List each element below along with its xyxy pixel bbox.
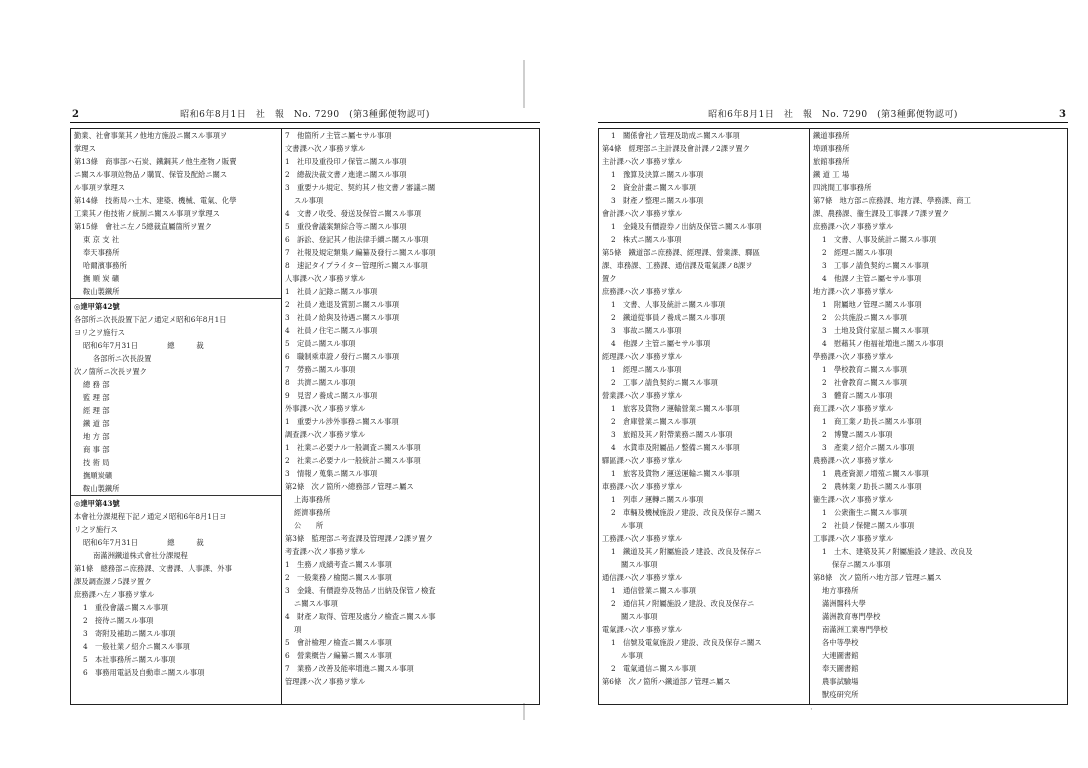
- text-line: 第13條 商事部ハ石炭、鐵鋼其ノ他生產物ノ販賣: [74, 157, 237, 166]
- text-line: 2 車輛及機械施設ノ建設、改良及保存ニ關ス: [611, 508, 762, 517]
- text-line: 會計課ハ次ノ事務ヲ掌ル: [602, 209, 683, 218]
- text-line: 置ク: [602, 274, 617, 283]
- text-line: 2 鐵道從事員ノ養成ニ關スル事項: [611, 313, 726, 322]
- text-line: ニ關スル事項: [294, 599, 338, 608]
- text-line: 3 金錢、有價證券及物品ノ出納及保管ノ檢査: [285, 586, 436, 595]
- text-line: 2 通信其ノ附屬施設ノ建設、改良及保存ニ: [611, 599, 755, 608]
- text-line: 人事課ハ次ノ事務ヲ掌ル: [285, 274, 366, 283]
- text-line: 鐵 道 工 場: [813, 170, 850, 179]
- text-line: 2 株式ニ關スル事項: [611, 235, 682, 244]
- text-line: 撫 順 炭 礦: [83, 274, 120, 283]
- text-line: 1 公衆衞生ニ關スル事項: [822, 508, 907, 517]
- text-line: 本會社分課規程下記ノ通定メ昭和6年8月1日ヨ: [74, 512, 227, 521]
- text-line: 1 學校教育ニ關スル事項: [822, 365, 907, 374]
- text-line: 1 附屬地ノ管理ニ關スル事項: [822, 300, 922, 309]
- text-line: 1 鐵道及其ノ附屬施設ノ建設、改良及保存ニ: [611, 547, 762, 556]
- text-frame: [70, 128, 540, 705]
- text-line: 1 農產資源ノ増殖ニ關スル事項: [822, 469, 929, 478]
- text-line: 鐵 道 部: [83, 419, 110, 428]
- text-line: 各部所ニ次長設置下記ノ通定メ昭和6年8月1日: [74, 315, 227, 324]
- text-line: 四洮間工事事務所: [813, 183, 872, 192]
- text-line: 2 倉庫營業ニ關スル事項: [611, 417, 696, 426]
- text-line: 1 金錢及有價證券ノ出納及保管ニ關スル事項: [611, 222, 762, 231]
- text-line: 第6條 次ノ箇所ハ鐵道部ノ管理ニ屬ス: [602, 677, 731, 686]
- text-line: 3 寄附及補助ニ關スル事項: [83, 629, 176, 638]
- text-line: 2 社員ノ進退及賞罰ニ關スル事項: [285, 300, 400, 309]
- text-line: 1 旅客及貨物ノ運輸營業ニ關スル事項: [611, 404, 740, 413]
- text-line: 6 事務用電話及自動車ニ關スル事項: [83, 668, 205, 677]
- text-line: 工業其ノ他技術ノ統制ニ關スル事項ヲ掌理ス: [74, 209, 220, 218]
- text-line: 農事試驗場: [822, 677, 859, 686]
- text-column-right: [282, 129, 539, 704]
- text-line: 6 職制乘車證ノ發行ニ關スル事項: [285, 352, 400, 361]
- text-line: 1 重役會議ニ關スル事項: [83, 603, 168, 612]
- text-line: 農務課ハ次ノ事務ヲ掌ル: [813, 456, 894, 465]
- text-line: 管理課ハ次ノ事務ヲ掌ル: [285, 677, 366, 686]
- text-line: 1 社印及重役印ノ保管ニ關スル事項: [285, 157, 407, 166]
- text-line: 第3條 監理部ニ考査課及管理課ノ2課ヲ置ク: [285, 534, 433, 543]
- text-line: ニ關スル事項竝物品ノ購買、保管及配給ニ關ス: [74, 170, 228, 179]
- text-line: 5 定員ニ關スル事項: [285, 339, 356, 348]
- text-line: 2 電氣通信ニ關スル事項: [611, 664, 696, 673]
- text-line: 課及調查課ノ5課ヲ置ク: [74, 577, 152, 586]
- text-line: 4 水貨車及附屬品ノ整備ニ關スル事項: [611, 443, 740, 452]
- text-line: 哈爾濱事務所: [83, 261, 127, 270]
- text-line: 2 總裁決裁文書ノ進達ニ關スル事項: [285, 170, 407, 179]
- text-line: 鞍山製鐵所: [71, 482, 281, 496]
- text-column-left: [599, 129, 810, 704]
- text-line: 2 社業ニ必要ナル一般統計ニ關スル事項: [285, 456, 421, 465]
- text-line: 掌理ス: [74, 144, 96, 153]
- text-line: 勤業、社會事業其ノ他地方施設ニ關スル事項ヲ: [74, 131, 228, 140]
- text-line: 5 本社事務所ニ關スル事項: [83, 655, 176, 664]
- text-frame: [598, 128, 1068, 705]
- text-line: 8 共濟ニ關スル事項: [285, 378, 356, 387]
- text-line: 1 關係會社ノ管理及助成ニ關スル事項: [611, 131, 740, 140]
- text-line: 南滿洲工業專門學校: [822, 625, 888, 634]
- text-line: 1 商工業ノ助長ニ關スル事項: [822, 417, 922, 426]
- text-line: 項: [294, 625, 302, 634]
- text-line: 4 一般社業ノ紹介ニ關スル事項: [83, 642, 190, 651]
- text-line: 4 社員ノ住宅ニ關スル事項: [285, 326, 378, 335]
- text-line: 2 博覽ニ關スル事項: [822, 430, 893, 439]
- text-line: 文書課ハ次ノ事務ヲ掌ル: [285, 144, 366, 153]
- text-line: 鐵道事務所: [813, 131, 850, 140]
- text-line: 3 社員ノ給與及待遇ニ關スル事項: [285, 313, 400, 322]
- margin-mark: ·: [810, 705, 813, 715]
- text-line: 昭和6年7月31日 總 裁: [83, 538, 204, 547]
- text-line: 第1條 總務部ニ庶務課、文書課、人事課、外事: [74, 564, 232, 573]
- text-line: 3 體育ニ關スル事項: [822, 391, 893, 400]
- page-number: 2: [72, 109, 79, 120]
- text-line: 公 所: [294, 521, 324, 530]
- text-line: 9 見習ノ養成ニ關スル事項: [285, 391, 378, 400]
- text-line: 上海事務所: [294, 495, 331, 504]
- text-line: 經 理 部: [83, 406, 110, 415]
- text-line: 關スル事項: [621, 612, 658, 621]
- text-line: ◎達甲第42號: [74, 302, 120, 311]
- text-line: 保存ニ關スル事項: [832, 560, 891, 569]
- left-page: [70, 108, 540, 703]
- text-line: 3 財產ノ整理ニ關スル事項: [611, 196, 704, 205]
- text-line: 地方課ハ次ノ事務ヲ掌ル: [813, 287, 894, 296]
- text-line: 各部所ニ次長設置: [93, 354, 152, 363]
- text-line: 滿洲醫科大學: [822, 599, 866, 608]
- text-line: 6 營業概告ノ編纂ニ關スル事項: [285, 651, 392, 660]
- text-line: 1 豫算及決算ニ關スル事項: [611, 170, 704, 179]
- text-column-right: [810, 129, 1067, 704]
- text-line: 3 工事ノ請負契約ニ關スル事項: [822, 261, 929, 270]
- text-line: 1 信號及電氣施設ノ建設、改良及保存ニ關ス: [611, 638, 762, 647]
- text-column-left: [71, 129, 282, 704]
- text-line: 學務課ハ次ノ事務ヲ掌ル: [813, 352, 894, 361]
- text-line: 調查課ハ次ノ事務ヲ掌ル: [285, 430, 366, 439]
- text-line: 第4條 經理部ニ主計課及會計課ノ2課ヲ置ク: [602, 144, 750, 153]
- text-line: 1 土木、建築及其ノ附屬施設ノ建設、改良及: [822, 547, 973, 556]
- text-line: 車務課ハ次ノ事務ヲ掌ル: [602, 482, 683, 491]
- text-line: 南滿洲鐵道株式會社分課規程: [93, 551, 188, 560]
- text-line: 考査課ハ次ノ事務ヲ掌ル: [285, 547, 366, 556]
- text-line: 奉天事務所: [83, 248, 120, 257]
- text-line: 1 社員ノ記錄ニ關スル事項: [285, 287, 378, 296]
- text-line: 2 一般業務ノ檢閲ニ關スル事項: [285, 573, 392, 582]
- text-line: 獸疫研究所: [822, 690, 859, 699]
- text-line: 1 通信營業ニ關スル事項: [611, 586, 696, 595]
- text-line: 關スル事項: [621, 560, 658, 569]
- text-line: 課、車務課、工務課、通信課及電氣課ノ8課ヲ: [602, 261, 753, 270]
- text-line: 2 資金計畫ニ關スル事項: [611, 183, 696, 192]
- text-line: 滿洲教育專門學校: [822, 612, 881, 621]
- text-line: 鞍山製鐵所: [71, 285, 281, 299]
- text-line: 3 重要ナル規定、契約其ノ他文書ノ審議ニ關: [285, 183, 436, 192]
- text-line: 7 業務ノ改善及能率增進ニ關スル事項: [285, 664, 414, 673]
- text-line: 1 生務ノ成績考査ニ關スル事項: [285, 560, 392, 569]
- text-line: 驛區課ハ次ノ事務ヲ掌ル: [602, 456, 683, 465]
- text-line: スル事項: [294, 196, 324, 205]
- text-line: 庶務課ハ左ノ事務ヲ掌ル: [74, 590, 155, 599]
- text-line: 5 重役會議案類綜合等ニ關スル事項: [285, 222, 407, 231]
- text-line: 6 訴訟、登記其ノ他法律手續ニ關スル事項: [285, 235, 429, 244]
- text-line: 3 產業ノ紹介ニ關スル事項: [822, 443, 915, 452]
- text-line: 電氣課ハ次ノ事務ヲ掌ル: [602, 625, 683, 634]
- text-line: 2 農林業ノ助長ニ關スル事項: [822, 482, 922, 491]
- text-line: 3 事故ニ關スル事項: [611, 326, 682, 335]
- text-line: 4 他課ノ主管ニ屬セサル事項: [611, 339, 711, 348]
- text-line: 工事課ハ次ノ事務ヲ掌ル: [813, 534, 894, 543]
- text-line: ヨリ之ヲ施行ス: [74, 328, 126, 337]
- text-line: 4 財產ノ取得、管理及處分ノ檢査ニ關スル事: [285, 612, 436, 621]
- text-line: 營業課ハ次ノ事務ヲ掌ル: [602, 391, 683, 400]
- text-line: 總 務 部: [83, 380, 110, 389]
- text-line: リ之ヲ施行ス: [74, 525, 118, 534]
- text-line: 4 他課ノ主管ニ屬セサル事項: [822, 274, 922, 283]
- text-line: 2 工事ノ請負契約ニ關スル事項: [611, 378, 718, 387]
- text-line: 3 情報ノ蒐集ニ關スル事項: [285, 469, 378, 478]
- text-line: 第14條 技術局ハ土木、建築、機械、電氣、化學: [74, 196, 237, 205]
- text-line: 1 重要ナル涉外事務ニ關スル事項: [285, 417, 399, 426]
- text-line: 2 社會教育ニ關スル事項: [822, 378, 907, 387]
- text-line: 7 社報及規定類集ノ編纂及發行ニ關スル事項: [285, 248, 436, 257]
- header-text: 昭和6年8月1日 社 報 No. 7290 (第3種郵便物認可): [180, 110, 430, 120]
- text-line: 1 文書、人事及統計ニ關スル事項: [822, 235, 937, 244]
- text-line: 1 經理ニ關スル事項: [611, 365, 682, 374]
- text-line: 庶務課ハ次ノ事務ヲ掌ル: [602, 287, 683, 296]
- text-line: 技 術 局: [83, 458, 110, 467]
- text-line: 2 社員ノ保健ニ關スル事項: [822, 521, 915, 530]
- text-line: 1 旅客及貨物ノ運送運輸ニ關スル事項: [611, 469, 740, 478]
- page-header: [598, 108, 1068, 123]
- text-line: 奉天圖書館: [822, 664, 859, 673]
- text-line: 第15條 會社ニ左ノ5總裁直屬箇所ヲ置ク: [74, 222, 212, 231]
- text-line: 工務課ハ次ノ事務ヲ掌ル: [602, 534, 683, 543]
- text-line: 3 旅館及其ノ附帶業務ニ關スル事項: [611, 430, 733, 439]
- text-line: 次ノ箇所ニ次長ヲ置ク: [74, 367, 147, 376]
- text-line: 8 速記タイプライター管理所ニ關スル事項: [285, 261, 428, 270]
- text-line: 5 會計檢理ノ檢査ニ關スル事項: [285, 638, 392, 647]
- text-line: 第7條 地方部ニ庶務課、地方課、學務課、商工: [813, 196, 971, 205]
- text-line: 旅館事務所: [813, 157, 850, 166]
- text-line: 地方事務所: [822, 586, 859, 595]
- text-line: 3 土地及貸付家屋ニ關スル事項: [822, 326, 929, 335]
- text-line: 經理課ハ次ノ事務ヲ掌ル: [602, 352, 683, 361]
- text-line: 課、農務課、衞生課及工事課ノ7課ヲ置ク: [813, 209, 949, 218]
- text-line: 商 事 部: [83, 445, 110, 454]
- page-number: 3: [1059, 109, 1066, 120]
- text-line: 外事課ハ次ノ事務ヲ掌ル: [285, 404, 366, 413]
- text-line: 第8條 次ノ箇所ハ地方部ノ管理ニ屬ス: [813, 573, 942, 582]
- page-header: [70, 108, 540, 123]
- text-line: 昭和6年7月31日 總 裁: [83, 341, 204, 350]
- text-line: 東 京 支 社: [83, 235, 120, 244]
- text-line: 庶務課ハ次ノ事務ヲ掌ル: [813, 222, 894, 231]
- text-line: 撫順炭礦: [83, 471, 113, 480]
- text-line: 地 方 部: [83, 432, 110, 441]
- text-line: 第5條 鐵道部ニ庶務課、經理課、營業課、驛區: [602, 248, 760, 257]
- text-line: 2 接待ニ關スル事項: [83, 616, 154, 625]
- text-line: 4 慰藉其ノ他福祉増進ニ關スル事項: [822, 339, 944, 348]
- text-line: 大連圖書館: [822, 651, 859, 660]
- text-line: ル事項ヲ掌理ス: [74, 183, 126, 192]
- text-line: ル事項: [621, 651, 643, 660]
- text-line: 7 勞務ニ關スル事項: [285, 365, 356, 374]
- text-line: 1 社業ニ必要ナル一般調査ニ關スル事項: [285, 443, 421, 452]
- right-page: [598, 108, 1068, 703]
- text-line: 通信課ハ次ノ事務ヲ掌ル: [602, 573, 683, 582]
- text-line: 2 公共施設ニ關スル事項: [822, 313, 907, 322]
- text-line: 1 文書、人事及統計ニ關スル事項: [611, 300, 726, 309]
- text-line: 4 文書ノ收受、發送及保管ニ關スル事項: [285, 209, 421, 218]
- text-line: 商工課ハ次ノ事務ヲ掌ル: [813, 404, 894, 413]
- text-line: ル事項: [621, 521, 643, 530]
- text-line: 1 列車ノ運轉ニ關スル事項: [611, 495, 704, 504]
- text-line: 監 理 部: [83, 393, 110, 402]
- text-line: 7 他箇所ノ主管ニ屬セサル事項: [285, 131, 392, 140]
- text-line: ◎達甲第43號: [74, 499, 120, 508]
- text-line: 2 經理ニ關スル事項: [822, 248, 893, 257]
- header-text: 昭和6年8月1日 社 報 No. 7290 (第3種郵便物認可): [708, 110, 958, 120]
- text-line: 經濟事務所: [294, 508, 331, 517]
- text-line: 第2條 次ノ箇所ハ總務部ノ管理ニ屬ス: [285, 482, 414, 491]
- text-line: 埠頭事務所: [813, 144, 850, 153]
- text-line: 主計課ハ次ノ事務ヲ掌ル: [602, 157, 683, 166]
- text-line: 各中等學校: [822, 638, 859, 647]
- text-line: 衞生課ハ次ノ事務ヲ掌ル: [813, 495, 894, 504]
